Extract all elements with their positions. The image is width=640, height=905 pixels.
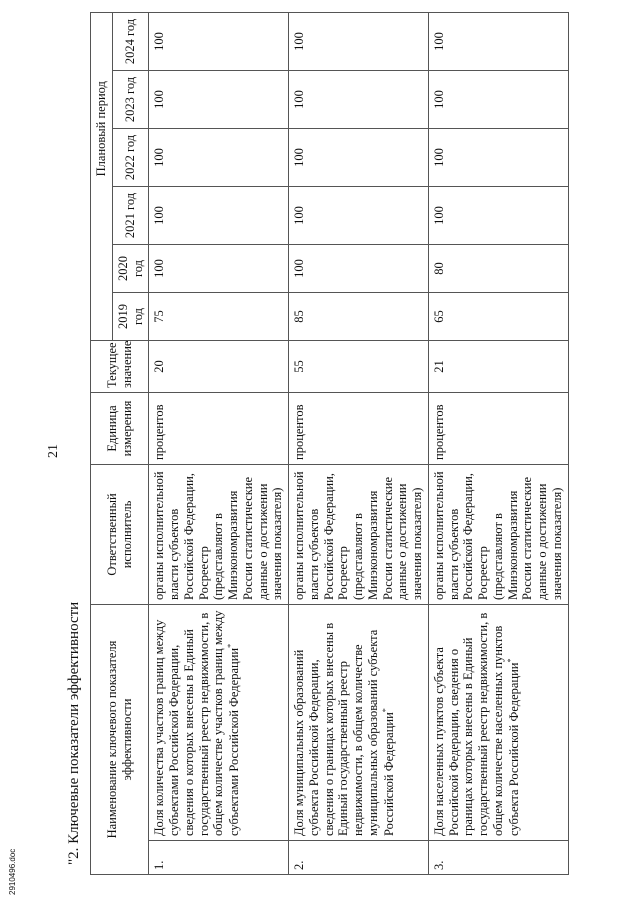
header-year: 2019 год: [112, 293, 149, 341]
year-value: 100: [289, 12, 429, 70]
executor: органы исполнительной власти субъектов Российской Федерации, Росреестр (представляют в Минэкономразвития России статистические данные о достижении значения показателя): [289, 465, 429, 605]
footnote-mark: *: [380, 708, 390, 713]
year-value: 100: [289, 245, 429, 293]
year-value: 100: [149, 187, 289, 245]
section-title: "2. Ключевые показатели эффективности: [66, 601, 82, 865]
year-value: 100: [289, 71, 429, 129]
footnote-mark: *: [226, 643, 235, 648]
executor: органы исполнительной власти субъектов Российской Федерации, Росреестр (представляют в Минэкономразвития России статистические данные о достижении значения показателя): [428, 465, 568, 605]
header-year: 2021 год: [112, 187, 149, 245]
header-year: 2020 год: [112, 245, 149, 293]
kpi-table: [90, 12, 569, 875]
year-value: 85: [289, 293, 429, 341]
header-executor: Ответственный исполнитель: [91, 465, 149, 605]
page-number: 21: [46, 444, 61, 458]
header-blank: [91, 245, 113, 341]
header-row-1: [91, 12, 113, 874]
header-year: 2024 год: [112, 12, 149, 70]
current-value: 20: [149, 341, 289, 393]
table-row: [428, 12, 568, 874]
executor: органы исполнительной власти субъектов Российской Федерации, Росреестр (представляют в Минэкономразвития России статистические данные о достижении значения показателя): [149, 465, 289, 605]
year-value: 100: [428, 12, 568, 70]
year-value: 100: [428, 129, 568, 187]
year-value: 100: [149, 245, 289, 293]
unit: процентов: [289, 393, 429, 465]
footnote-mark: *: [505, 658, 515, 663]
indicator-name: Доля населенных пунктов субъекта Российской Федерации, сведения о границах которых внесены в Единый государственный реестр недвижимости, в общем количестве населенных пунктов субъекта Российской Федерации*: [428, 605, 568, 841]
year-value: 100: [149, 71, 289, 129]
row-number: 2.: [289, 841, 429, 875]
header-current: Текущее значение: [91, 341, 149, 393]
indicator-name: Доля количества участков границ между субъектами Российской Федерации, сведения о которых внесены в Единый государственный реестр недвижимости, в общем количестве участков границ между субъектами Российской Федерации*: [149, 605, 289, 841]
year-value: 75: [149, 293, 289, 341]
header-name: Наименование ключевого показателя эффективности: [91, 605, 149, 875]
footer-document-code: 2910496.doc: [8, 848, 17, 895]
year-value: 65: [428, 293, 568, 341]
header-unit: Единица измерения: [91, 393, 149, 465]
current-value: 55: [289, 341, 429, 393]
header-year: 2023 год: [112, 71, 149, 129]
unit: процентов: [428, 393, 568, 465]
header-planned-period: Плановый период: [91, 12, 113, 244]
year-value: 100: [149, 12, 289, 70]
header-year: 2022 год: [112, 129, 149, 187]
unit: процентов: [149, 393, 289, 465]
year-value: 100: [428, 187, 568, 245]
year-value: 80: [428, 245, 568, 293]
table-row: [289, 12, 429, 874]
table-row: [149, 12, 289, 874]
current-value: 21: [428, 341, 568, 393]
year-value: 100: [289, 129, 429, 187]
row-number: 3.: [428, 841, 568, 875]
indicator-name: Доля муниципальных образований субъекта Российской Федерации, сведения о границах которых внесены в Единый государственный реестр недвижимости, в общем количестве муниципальных образований субъекта Российской Федерации*: [289, 605, 429, 841]
year-value: 100: [289, 187, 429, 245]
row-number: 1.: [149, 841, 289, 875]
year-value: 100: [149, 129, 289, 187]
year-value: 100: [428, 71, 568, 129]
